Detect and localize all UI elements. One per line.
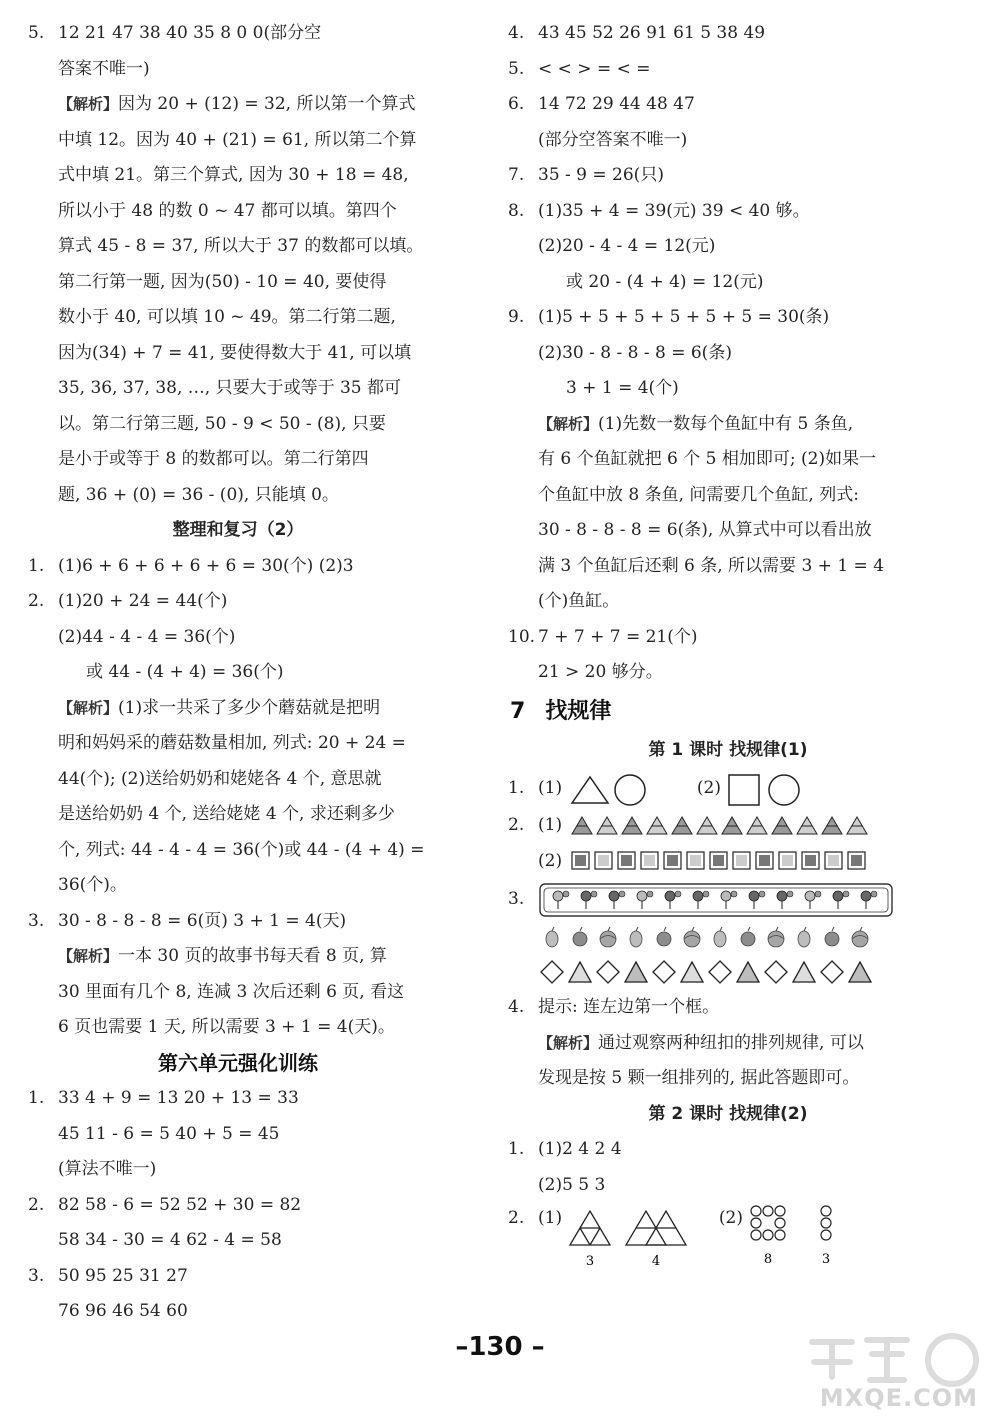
question-number: 6.	[508, 94, 525, 114]
chapter-number: 7	[510, 698, 526, 724]
answer-line: 58 34 - 30 = 4 62 - 4 = 58	[58, 1230, 282, 1250]
pattern-triangle	[822, 817, 842, 834]
answer-line	[28, 584, 448, 620]
pattern-triangle	[597, 817, 617, 834]
pattern-diamond	[541, 961, 563, 983]
answer-text: 30 - 8 - 8 - 8 = 6(页) 3 + 1 = 4(天)	[58, 910, 347, 931]
pattern-square	[802, 852, 819, 869]
answer-line: (2)20 - 4 - 4 = 12(元)	[538, 236, 716, 256]
pattern-triangle	[647, 817, 667, 834]
pattern-flower	[749, 891, 765, 909]
answer-line	[508, 52, 948, 88]
pattern-flower	[693, 891, 709, 909]
explanation-label: 【解析】	[58, 95, 119, 113]
answer-text: (1)20 + 24 = 44(个)	[58, 591, 228, 611]
explanation-line: 式中填 21。第三个算式, 因为 30 + 18 = 48,	[58, 165, 409, 185]
pattern-triangle	[797, 817, 817, 834]
answer-line	[28, 1081, 448, 1117]
pattern-fruit	[600, 927, 616, 947]
answer-line: 45 11 - 6 = 5 40 + 5 = 45	[58, 1123, 280, 1144]
answer-line	[28, 549, 448, 585]
right-column	[508, 16, 948, 1273]
answer-text: (2)	[696, 778, 721, 798]
figure-label: 3	[585, 1254, 594, 1269]
answer-text: (2)	[718, 1208, 743, 1228]
pattern-square	[710, 852, 727, 869]
pattern-triangle	[849, 962, 871, 982]
explanation-line: 发现是按 5 颗一组排列的, 据此答题即可。	[538, 1068, 860, 1088]
answer-text: (1)35 + 4 = 39(元) 39 < 40 够。	[538, 200, 810, 221]
figure-label: 8	[764, 1252, 773, 1267]
question-number: 3.	[28, 1265, 45, 1286]
pattern-triangle	[569, 962, 591, 982]
pattern-square	[618, 852, 635, 869]
explanation-label: 【解析】	[58, 947, 119, 965]
question-number: 8.	[508, 200, 525, 221]
explanation-line: 有 6 个鱼缸就把 6 个 5 相加即可; (2)如果一	[538, 449, 877, 469]
explanation-line: 是送给奶奶 4 个, 送给姥姥 4 个, 求还剩多少	[58, 804, 395, 824]
question-number: 1.	[508, 778, 525, 798]
answer-text: (1)5 + 5 + 5 + 5 + 5 + 5 = 30(条)	[538, 307, 830, 327]
pattern-diamond	[709, 961, 731, 983]
square-pattern-figure	[568, 849, 878, 873]
pattern-diamond	[821, 961, 843, 983]
pattern-diamond	[597, 961, 619, 983]
explanation-text: (1)求一共采了多少个蘑菇就是把明	[118, 697, 381, 718]
watermark-text: MXQE.COM	[819, 1384, 978, 1412]
pattern-fruit	[684, 927, 700, 947]
answer-text: 43 45 52 26 91 61 5 38 49	[538, 23, 766, 43]
page-number: –130 –	[455, 1332, 545, 1362]
triangle-pattern-figure	[568, 814, 878, 838]
pattern-fruit	[768, 927, 784, 947]
answer-text: 7 + 7 + 7 = 21(个)	[538, 626, 698, 647]
answer-line	[508, 194, 948, 230]
answer-line: 76 96 46 54 60	[58, 1301, 188, 1321]
pattern-flower	[665, 891, 681, 909]
answer-text: (1)2 4 2 4	[538, 1139, 622, 1159]
pattern-triangle	[681, 962, 703, 982]
question-number: 4.	[508, 23, 525, 43]
explanation-line	[28, 691, 448, 727]
pattern-square	[687, 852, 704, 869]
pattern-fruit	[741, 927, 755, 946]
explanation-label: 【解析】	[58, 698, 119, 717]
pattern-fruit	[798, 927, 810, 947]
explanation-line: 30 - 8 - 8 - 8 = 6(条), 从算式中可以看出放	[538, 520, 872, 540]
answer-text: 35 - 9 = 26(只)	[538, 165, 664, 185]
explanation-line: 满 3 个鱼缸后还剩 6 条, 所以需要 3 + 1 = 4	[538, 555, 885, 576]
pattern-square	[572, 852, 589, 869]
pattern-flower	[833, 891, 849, 909]
pattern-diamond	[765, 961, 787, 983]
explanation-label: 【解析】	[538, 1033, 599, 1052]
pattern-triangle	[622, 817, 642, 834]
question-number: 1.	[508, 1139, 525, 1159]
question-number: 1.	[28, 555, 45, 576]
explanation-line: (个)鱼缸。	[538, 591, 620, 611]
pattern-triangle	[793, 962, 815, 982]
explanation-line: 44(个); (2)送给奶奶和姥姥各 4 个, 意思就	[58, 768, 382, 789]
answer-line: 或 44 - (4 + 4) = 36(个)	[86, 662, 284, 682]
diamond-triangle-pattern-figure	[538, 957, 898, 987]
pattern-fruit	[825, 927, 839, 946]
explanation-line	[28, 87, 448, 123]
answer-line: (部分空答案不唯一)	[538, 129, 688, 150]
answer-line	[508, 879, 948, 919]
pattern-fruit	[657, 927, 671, 946]
answer-line	[508, 768, 948, 808]
answer-text: (1)6 + 6 + 6 + 6 + 6 = 30(个) (2)3	[58, 555, 354, 576]
pattern-triangle	[772, 817, 792, 834]
explanation-line: 30 里面有几个 8, 连减 3 次后还剩 6 页, 看这	[58, 981, 405, 1002]
pattern-triangle	[747, 817, 767, 834]
explanation-line: 6 页也需要 1 天, 所以需要 3 + 1 = 4(天)。	[58, 1017, 395, 1037]
explanation-line: 个, 列式: 44 - 4 - 4 = 36(个)或 44 - (4 + 4) =	[58, 839, 425, 860]
answer-line	[508, 919, 948, 955]
left-column	[28, 16, 448, 1330]
explanation-line	[508, 407, 948, 443]
explanation-line: 第二行第一题, 因为(50) - 10 = 40, 要使得	[58, 271, 387, 292]
answer-line: 21 > 20 够分。	[538, 662, 663, 682]
pattern-triangle	[572, 817, 592, 834]
pattern-fruit	[714, 927, 726, 947]
answer-line	[508, 990, 948, 1026]
answer-line: (2)44 - 4 - 4 = 36(个)	[58, 626, 236, 647]
answer-line	[28, 904, 448, 940]
explanation-line: 数小于 40, 可以填 10 ~ 49。第二行第二题,	[58, 307, 396, 327]
pattern-fruit	[852, 927, 868, 947]
answer-line	[28, 16, 448, 52]
flower-pattern-figure	[538, 882, 898, 918]
question-number: 2.	[508, 1208, 525, 1228]
explanation-line: 35, 36, 37, 38, …, 只要大于或等于 35 都可	[58, 378, 402, 398]
explanation-text: (1)先数一数每个鱼缸中有 5 条鱼,	[598, 413, 854, 434]
fruit-pattern-figure	[538, 922, 898, 952]
question-number: 9.	[508, 307, 525, 327]
explanation-text: 一本 30 页的故事书每天看 8 页, 算	[118, 946, 387, 966]
question-number: 2.	[28, 591, 45, 611]
answer-line: 3 + 1 = 4(个)	[566, 378, 679, 398]
answer-line: 答案不唯一)	[58, 58, 150, 79]
explanation-line: 因为(34) + 7 = 41, 要使得数大于 41, 可以填	[58, 342, 412, 363]
pattern-triangle	[722, 817, 742, 834]
answer-line	[508, 844, 948, 880]
explanation-line: 是小于或等于 8 的数都可以。第二行第四	[58, 449, 369, 469]
pattern-square	[779, 852, 796, 869]
explanation-label: 【解析】	[538, 414, 599, 433]
answer-line	[508, 158, 948, 194]
square-circle-figure	[726, 771, 816, 807]
question-number: 10.	[508, 626, 536, 647]
answer-line	[508, 16, 948, 52]
answer-text: (2)	[538, 850, 563, 871]
answer-text: (1)	[538, 815, 563, 835]
pattern-diamond	[653, 961, 675, 983]
pattern-flower	[777, 891, 793, 909]
pattern-fruit	[546, 927, 558, 947]
answer-line	[508, 87, 948, 123]
answer-line	[28, 1188, 448, 1224]
explanation-line: 算式 45 - 8 = 37, 所以大于 37 的数都可以填。	[58, 236, 424, 256]
answer-line	[508, 1132, 948, 1168]
answer-line	[28, 1259, 448, 1295]
figure-label: 3	[822, 1252, 831, 1267]
chapter-heading	[508, 691, 948, 733]
question-number: 4.	[508, 997, 525, 1017]
explanation-line: 所以小于 48 的数 0 ~ 47 都可以填。第四个	[58, 200, 397, 221]
section-heading-unit6: 第六单元强化训练	[158, 1050, 318, 1075]
question-number: 5.	[508, 58, 525, 79]
pattern-square	[641, 852, 658, 869]
question-number: 7.	[508, 165, 525, 185]
answer-line	[508, 808, 948, 844]
pattern-flower	[553, 891, 569, 909]
chapter-title: 找规律	[545, 698, 612, 724]
explanation-line	[28, 939, 448, 975]
pattern-triangle	[625, 962, 647, 982]
answer-line: (算法不唯一)	[58, 1159, 157, 1179]
answer-line: 或 20 - (4 + 4) = 12(元)	[566, 271, 764, 292]
explanation-line: 以。第二行第三题, 50 - 9 < 50 - (8), 只要	[58, 413, 386, 434]
triangle-stack-figure	[568, 1203, 708, 1271]
question-number: 5.	[28, 23, 45, 43]
pattern-flower	[581, 891, 597, 909]
explanation-text: 通过观察两种纽扣的排列规律, 可以	[598, 1032, 864, 1053]
question-number: 3.	[28, 910, 45, 931]
answer-text: 14 72 29 44 48 47	[538, 94, 695, 114]
answer-text: 50 95 25 31 27	[58, 1265, 188, 1286]
circle-stack-figure	[748, 1203, 848, 1271]
pattern-square	[733, 852, 750, 869]
pattern-triangle	[737, 962, 759, 982]
pattern-fruit	[630, 927, 642, 947]
answer-text: (1)	[538, 1208, 563, 1228]
pattern-square	[756, 852, 773, 869]
question-number: 1.	[28, 1088, 45, 1108]
answer-text: 82 58 - 6 = 52 52 + 30 = 82	[58, 1194, 302, 1215]
answer-text: (1)	[538, 778, 563, 798]
question-number: 2.	[508, 815, 525, 835]
answer-line	[508, 300, 948, 336]
pattern-square	[664, 852, 681, 869]
pattern-triangle	[847, 817, 867, 834]
answer-line: (2)5 5 3	[538, 1174, 606, 1195]
pattern-flower	[861, 891, 877, 909]
pattern-triangle	[697, 817, 717, 834]
pattern-flower	[805, 891, 821, 909]
pattern-triangle	[672, 817, 692, 834]
answer-text: < < > = < =	[538, 58, 651, 79]
pattern-flower	[721, 891, 737, 909]
triangle-circle-figure	[568, 771, 668, 807]
explanation-line: 36(个)。	[58, 875, 127, 895]
figure-label: 4	[651, 1254, 660, 1269]
answer-line	[508, 620, 948, 656]
answer-line	[508, 955, 948, 991]
lesson-heading-2: 第 2 课时 找规律(2)	[648, 1103, 808, 1124]
lesson-heading-1: 第 1 课时 找规律(1)	[648, 739, 808, 760]
answer-text: 33 4 + 9 = 13 20 + 13 = 33	[58, 1088, 299, 1108]
pattern-flower	[637, 891, 653, 909]
explanation-line: 个鱼缸中放 8 条鱼, 问需要几个鱼缸, 列式:	[538, 484, 859, 505]
pattern-fruit	[573, 927, 587, 946]
question-number: 2.	[28, 1194, 45, 1215]
pattern-square	[825, 852, 842, 869]
explanation-line: 题, 36 + (0) = 36 - (0), 只能填 0。	[58, 484, 339, 505]
section-heading-review: 整理和复习（2）	[172, 520, 304, 540]
answer-line: (2)30 - 8 - 8 - 8 = 6(条)	[538, 342, 732, 363]
question-number: 3.	[508, 889, 525, 909]
answer-line	[508, 1203, 948, 1273]
answer-text: 提示: 连左边第一个框。	[538, 997, 720, 1017]
pattern-square	[848, 852, 865, 869]
pattern-flower	[609, 891, 625, 909]
explanation-line: 中填 12。因为 40 + (21) = 61, 所以第二个算	[58, 129, 417, 150]
explanation-line: 明和妈妈采的蘑菇数量相加, 列式: 20 + 24 =	[58, 733, 406, 753]
pattern-square	[595, 852, 612, 869]
answer-text: 12 21 47 38 40 35 8 0 0(部分空	[58, 23, 322, 43]
explanation-text: 因为 20 + (12) = 32, 所以第一个算式	[118, 94, 416, 114]
explanation-line	[508, 1026, 948, 1062]
